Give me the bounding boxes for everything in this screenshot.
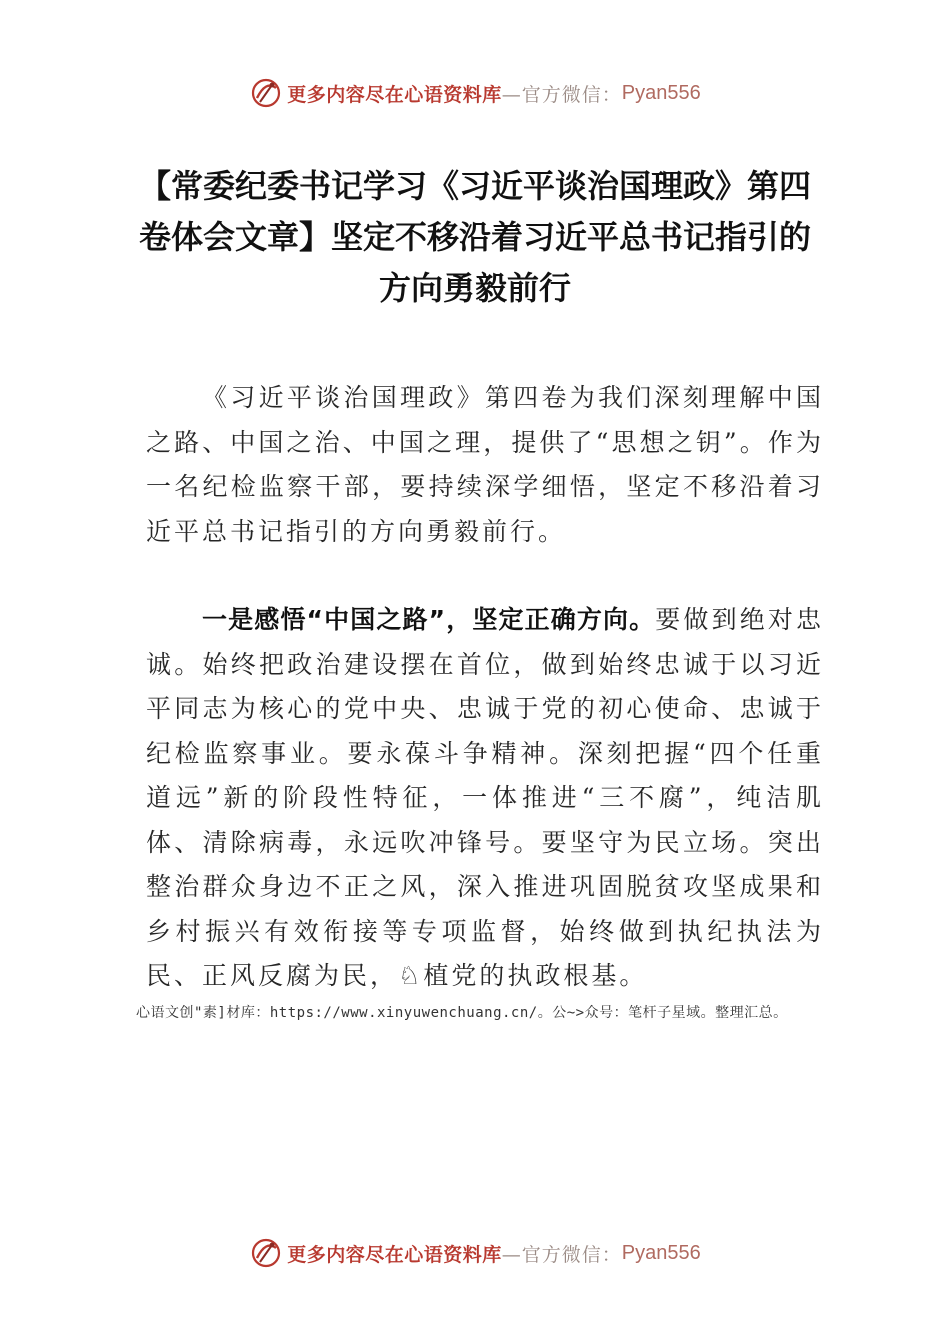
paragraph-intro: 《习近平谈治国理政》第四卷为我们深刻理解中国之路、中国之治、中国之理，提供了“思想之钥”。作为一名纪检监察干部，要持续深学细悟，坚定不移沿着习近平总书记指引的方向勇毅前行。 (146, 383, 824, 546)
brand-logo-icon (249, 76, 283, 110)
banner-text-wechat-label: —官方微信： (501, 1243, 622, 1266)
banner-text-main: 更多内容尽在心语资料库 (287, 1243, 502, 1266)
banner-text-main: 更多内容尽在心语资料库 (287, 83, 502, 106)
brand-logo-icon (249, 1236, 283, 1270)
header-banner (0, 73, 950, 113)
document-title: 【常委纪委书记学习《习近平谈治国理政》第四卷体会文章】坚定不移沿着习近平总书记指引的方向勇毅前行 (138, 167, 811, 307)
source-note: 心语文创"素]材库：https://www.xinyuwenchuang.cn/。公~>众号：笔杆子星域。整理汇总。 (136, 1005, 788, 1021)
paragraph-section-one (146, 598, 824, 999)
banner-text-wechat-id: Pyan556 (621, 81, 701, 104)
footer-banner (0, 1233, 950, 1273)
section-one-body: 要做到绝对忠诚。始终把政治建设摆在首位，做到始终忠诚于以习近平同志为核心的党中央、忠诚于党的初心使命、忠诚于纪检监察事业。要永葆斗争精神。深刻把握“四个任重道远”新的阶段性特征，一体推进“三不腐”，纯洁肌体、清除病毒，永远吹冲锋号。要坚守为民立场。突出整治群众身边不正之风，深入推进巩固脱贫攻坚成果和乡村振兴有效衔接等专项监督，始终做到执纪执法为民、正风反腐为民，♘植党的执政根基。 (146, 605, 824, 990)
section-one-heading: 一是感悟“中国之路”，坚定正确方向。 (202, 605, 656, 634)
banner-text-wechat-id: Pyan556 (621, 1241, 701, 1264)
banner-text-wechat-label: —官方微信： (501, 83, 622, 106)
